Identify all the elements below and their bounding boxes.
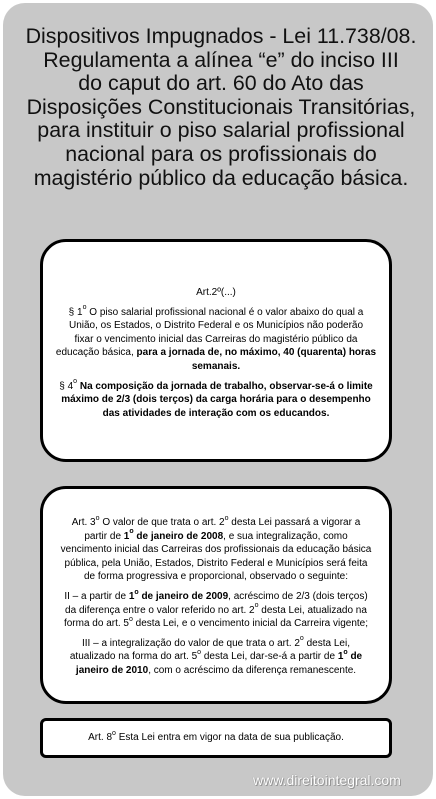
text: II – a partir de [64, 590, 127, 602]
text: fixar o vencimento inicial das Carreiras do magistério público da [74, 333, 358, 345]
text: União, os Estados, o Distrito Federal e os Municípios não poderão [68, 320, 364, 332]
text: desta Lei, [306, 637, 350, 649]
article-2-paragraph-4 [43, 380, 389, 421]
ordinal: o [254, 602, 259, 610]
heading-line: Disposições Constitucionais Transitórias, [26, 94, 416, 119]
text: O valor de que trata o art. 2 [102, 517, 225, 528]
section-symbol: § 1 [68, 306, 83, 318]
heading-line: para instituir o piso salarial profissional [37, 118, 405, 143]
site-watermark: www.direitointegral.com [253, 772, 401, 788]
article-3-item-iii [43, 637, 389, 678]
section-symbol: § 4 [59, 380, 74, 392]
article-3-caput [43, 516, 389, 584]
text: atualizado na forma do art. 5 [69, 651, 198, 663]
article-2-paragraph-1 [43, 306, 389, 374]
bold-text: janeiro de 2010 [75, 664, 149, 676]
text: III – a integralização do valor de que trata o art. 2 [82, 637, 300, 649]
bold-text: para a jornada de, no máximo, 40 (quarenta) horas [136, 347, 377, 359]
text: , acréscimo de 2/3 (dois terços) [228, 590, 368, 602]
ordinal: o [95, 514, 100, 522]
bold-text: Na composição da jornada de trabalho, observar-se-á o limite [79, 380, 373, 392]
ordinal: o [128, 615, 133, 623]
text: O piso salarial profissional nacional é o valor abaixo do qual a [89, 306, 364, 318]
text: pública, pela União, Estados, Distrito Federal e Municípios será feita [64, 557, 368, 569]
heading-line: do caput do art. 60 do Ato das [78, 71, 364, 96]
text: educação básica, [55, 347, 134, 359]
bold-text: de [350, 651, 363, 663]
bold-text: 1 [337, 651, 344, 663]
bold-text: 1 [123, 530, 130, 542]
bold-text: de janeiro de 2008 [136, 530, 224, 542]
heading-line: Regulamenta a alínea “e” do inciso III [43, 47, 399, 72]
ordinal: o [224, 514, 229, 522]
heading-line: magistério público da educação básica. [33, 165, 409, 190]
text: desta Lei, atualizado na [261, 604, 367, 616]
heading-line: nacional para os profissionais do [65, 141, 377, 166]
text: desta Lei, dar-se-á a partir de [203, 651, 336, 663]
ordinal: o [73, 378, 78, 386]
ordinal: o [134, 588, 139, 596]
text: desta Lei, e o vencimento inicial da Carreira vigente; [135, 618, 369, 630]
bold-text: máximo de 2/3 (dois terços) da carga horária para o desempenho [61, 394, 371, 406]
text: Esta Lei entra em vigor na data de sua publicação. [118, 732, 344, 743]
bold-text: 1 [128, 590, 135, 602]
text: , com o acréscimo da diferença remanescente. [148, 664, 357, 676]
ordinal: o [299, 635, 304, 643]
text: Art. 8 [88, 732, 113, 743]
text: forma do art. 5 [63, 618, 129, 630]
ordinal: o [112, 729, 116, 737]
text: da diferença entre o valor referido no art. 2 [65, 604, 255, 616]
article-3-item-ii [43, 590, 389, 631]
ordinal: o [343, 649, 348, 657]
text: Art. 3 [71, 517, 96, 528]
ordinal: o [197, 649, 202, 657]
bold-text: semanais. [191, 360, 241, 372]
text: desta Lei passará a vigorar a [231, 517, 361, 528]
text: partir de [84, 530, 122, 542]
text: , e sua integralização, como [223, 530, 348, 542]
article-2-card [40, 239, 392, 462]
text: de forma progressiva e proporcional, observado o seguinte: [83, 571, 349, 583]
article-2-title: Art.2º(...) [196, 287, 236, 298]
bold-text: das atividades de interação com os educandos. [102, 407, 330, 419]
article-3-card [40, 486, 392, 704]
text: vencimento inicial das Carreiras dos profissionais da educação básica [60, 544, 372, 556]
page-heading [11, 25, 431, 190]
bold-text: de janeiro de 2009 [141, 590, 229, 602]
heading-line: Dispositivos Impugnados - Lei 11.738/08. [25, 24, 417, 48]
ordinal: o [82, 304, 87, 312]
ordinal: o [129, 528, 134, 536]
article-8-card [40, 718, 392, 758]
